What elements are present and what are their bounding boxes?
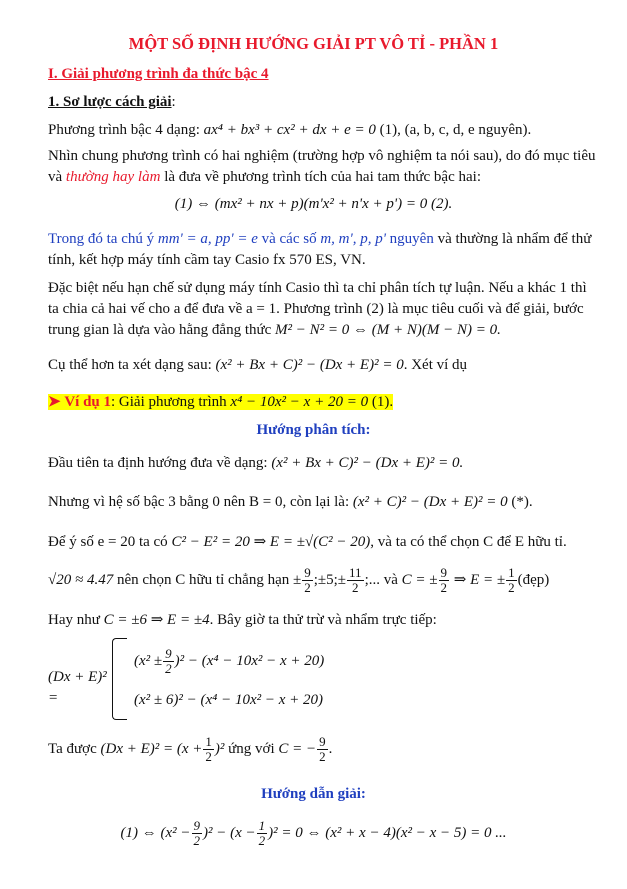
paragraph-1: [48, 120, 596, 141]
fraction-1-2c: [257, 819, 268, 848]
p3-vars: m, m', p, p': [320, 231, 386, 247]
page-title: MỘT SỐ ĐỊNH HƯỚNG GIẢI PT VÔ TỈ - PHẦN 1: [128, 34, 499, 53]
frac-num: 9: [440, 565, 447, 581]
section-1-title: I. Giải phương trình đa thức bậc 4: [48, 66, 269, 82]
a3-text: Để ý số e = 20 ta có: [48, 534, 172, 550]
section-heading: [48, 64, 596, 85]
p2-highlight: thường hay làm: [65, 169, 161, 185]
p5-text-end: . Xét ví dụ: [403, 357, 468, 373]
p3-condition: mm' = a, pp' = e: [157, 231, 258, 247]
frac-den: 2: [193, 833, 201, 849]
a4-e-value: ⇒ E = ±: [450, 572, 506, 588]
frac-num: 9: [319, 734, 326, 750]
analysis-6: [48, 734, 596, 764]
final-a: (1) ⇔ (x² −: [120, 825, 191, 841]
final-b: )² − (x −: [203, 825, 256, 841]
paragraph-3: [48, 229, 596, 271]
p3-blue-text: Trong đó ta chú ý: [48, 231, 158, 247]
analysis-1: [48, 453, 596, 474]
example-highlight: [48, 394, 393, 410]
frac-num: 1: [508, 565, 515, 581]
final-equation: [0, 818, 627, 848]
example-text: : Giải phương trình: [111, 394, 231, 410]
heading-solution: Hướng dẫn giải:: [261, 786, 366, 802]
p5-text: Cụ thể hơn ta xét dạng sau:: [48, 357, 216, 373]
fraction-1-2: [506, 566, 517, 595]
frac-num: 9: [304, 565, 311, 581]
frac-den: 2: [352, 580, 359, 596]
paragraph-5: [48, 355, 596, 376]
example-number: (1).: [368, 394, 394, 410]
fraction-9-2e: [192, 819, 203, 848]
system-lhs: (Dx + E)² =: [48, 669, 107, 706]
arrow-icon: ➤: [48, 394, 61, 410]
example-equation: x⁴ − 10x² − x + 20 = 0: [230, 394, 369, 410]
fraction-9-2d: [317, 735, 328, 764]
p2-text: Nhìn chung phương trình có hai nghiệm (trường hợp vô nghiệm ta nói sau), do đó mục tiêu và: [48, 148, 596, 185]
a3-equation: C² − E² = 20 ⇒ E = ±√(C² − 20): [171, 534, 371, 550]
quartic-equation: ax⁴ + bx³ + cx² + dx + e = 0: [203, 122, 376, 138]
a6-eq-a: (Dx + E)² = (x +: [100, 741, 203, 757]
a5-text: Hay như: [48, 612, 104, 628]
analysis-4: √20 ≈ 4.47 nên chọn C hữu tỉ chẳng hạn ± $\frac{9}{2}$ ;±5;± $\frac{11}{2}$ ;... và C = ± $\frac{9}{2}$ ⇒ E = ± $\frac{1}{2}$ (đẹp): [48, 565, 550, 596]
system-row-2: (x² ± 6)² − (x⁴ − 10x² − x + 20): [134, 692, 324, 708]
frac-num: 9: [193, 818, 201, 834]
a2-equation: (x² + C)² − (Dx + E)² = 0: [352, 494, 508, 510]
a1-text: Đầu tiên ta định hướng đưa về dạng:: [48, 455, 272, 471]
a4-c-value: C = ±: [401, 572, 438, 588]
frac-num: 1: [205, 734, 212, 750]
analysis-3: [48, 532, 596, 553]
sys-row1-b: )² − (x⁴ − 10x² − x + 20): [174, 653, 325, 669]
example-label: Ví dụ 1: [64, 394, 112, 410]
p2-text-end: là đưa về phương trình tích của hai tam thức bậc hai:: [160, 169, 481, 185]
frac-den: 2: [440, 580, 447, 596]
heading-analysis: Hướng phân tích:: [256, 422, 371, 438]
p3-blue-text-3: nguyên: [385, 231, 434, 247]
fraction-9-2c: [163, 647, 174, 676]
frac-den: 2: [319, 749, 326, 765]
fraction-1-2b: [203, 735, 214, 764]
fraction-9-2b: [439, 566, 450, 595]
p3-blue-text-2: và các số: [257, 231, 321, 247]
frac-den: 2: [205, 749, 212, 765]
system-row-1: [134, 646, 574, 676]
a4-text: nên chọn C hữu tỉ chẳng hạn: [113, 572, 293, 588]
a4-text-end: (đẹp): [517, 572, 550, 588]
target-form-equation: (x² + Bx + C)² − (Dx + E)² = 0: [215, 357, 404, 373]
final-c: )² = 0 ⇔ (x² + x − 4)(x² − x − 5) = 0 ...: [268, 825, 507, 841]
p1-text: Phương trình bậc 4 dạng:: [48, 122, 204, 138]
subsection-heading: 1. Sơ lược cách giải:: [48, 94, 176, 110]
frac-num: 9: [165, 646, 172, 662]
fraction-9-2: [302, 566, 313, 595]
frac-den: 2: [508, 580, 515, 596]
frac-num: 11: [349, 565, 362, 581]
a6-text: Ta được: [48, 741, 101, 757]
a4-list-end: ;... và: [364, 572, 402, 588]
frac-den: 2: [165, 661, 172, 677]
a1-equation: (x² + Bx + C)² − (Dx + E)² = 0.: [271, 455, 464, 471]
paragraph-2: [48, 146, 596, 188]
equation-2: (1) ⇔ (mx² + nx + p)(m'x² + n'x + p') = 0 (2).: [174, 196, 453, 212]
system-bracket: [112, 638, 127, 720]
a5-equation: C = ±6 ⇒ E = ±4: [103, 612, 210, 628]
example-1: [48, 392, 596, 413]
a5-text-end: . Bây giờ ta thử trừ và nhẩm trực tiếp:: [209, 612, 437, 628]
a2-text-end: (*).: [507, 494, 533, 510]
a6-eq-b: )²: [214, 741, 225, 757]
a6-dot: .: [328, 741, 333, 757]
subsection-1-title: 1. Sơ lược cách giải: [48, 94, 172, 110]
analysis-2: [48, 492, 596, 513]
identity-equation: M² − N² = 0 ⇔ (M + N)(M − N) = 0.: [275, 322, 501, 338]
frac-num: 1: [258, 818, 266, 834]
a3-text-end: , và ta có thể chọn C để E hữu tỉ.: [370, 534, 567, 550]
a6-text-mid: ứng với: [224, 741, 279, 757]
fraction-11-2: [347, 566, 364, 595]
analysis-5: [48, 610, 596, 631]
a4-list: ;±5;±: [313, 572, 347, 588]
frac-den: 2: [304, 580, 311, 596]
p1-text-end: (1), (a, b, c, d, e nguyên).: [375, 122, 532, 138]
sys-row1-a: (x² ±: [134, 653, 163, 669]
a2-text: Nhưng vì hệ số bậc 3 bằng 0 nên B = 0, còn lại là:: [48, 494, 353, 510]
frac-den: 2: [258, 833, 266, 849]
p4-text: Đặc biệt nếu hạn chế sử dụng máy tính Casio thì ta chỉ phân tích tự luận. Nếu a khác 1 thì ta chia cả hai vế cho a để đưa về a = 1. Phương trình (2) là mục tiêu cuối và để giải, bước trung gian là dựa vào hằng đẳng thức: [48, 280, 587, 338]
a4-sqrt: √20 ≈ 4.47: [48, 572, 114, 588]
p3-text-end: và thường là nhẩm để thử tính, kết hợp máy tính cầm tay Casio fx 570 ES, VN.: [48, 231, 592, 268]
a6-eq-c: C = −: [278, 741, 317, 757]
paragraph-4: [48, 278, 596, 341]
